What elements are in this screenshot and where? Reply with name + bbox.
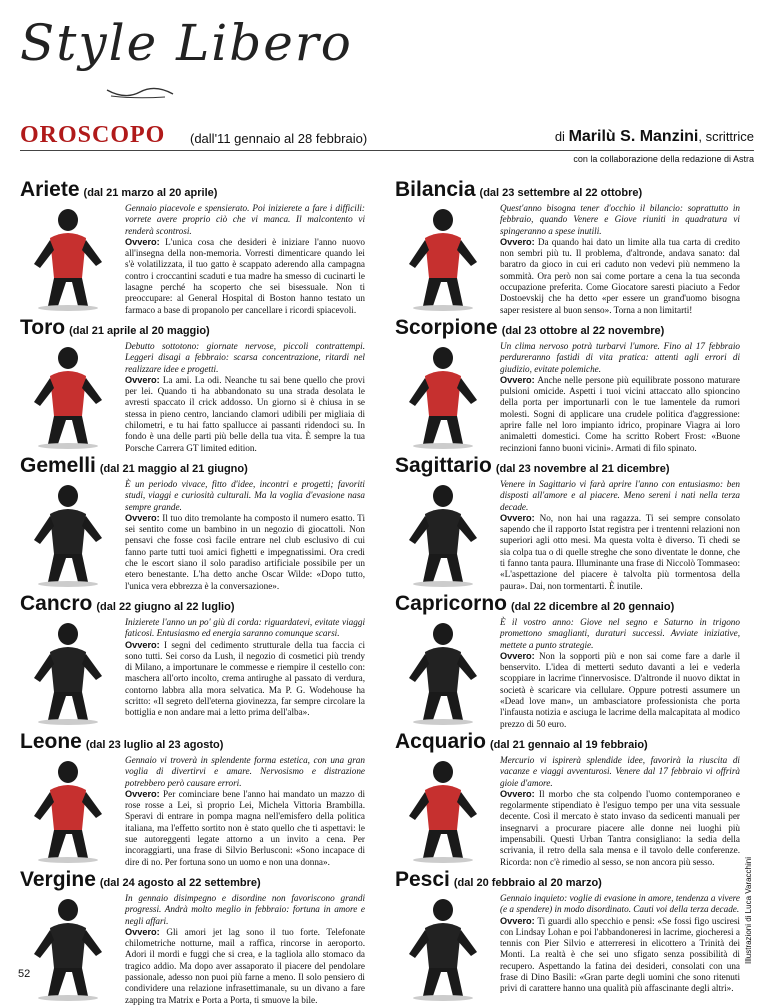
section-title: OROSCOPO <box>20 122 166 148</box>
author-name: Marilù S. Manzini <box>568 128 699 145</box>
sign-text <box>125 617 365 719</box>
sign-intro: È il vostro anno: Giove nel segno e Saturno in trigono promettono smaglianti, duraturi successi. Avviate iniziative, mettete a punto strategie. <box>500 617 740 650</box>
sign-block-leone <box>20 730 365 868</box>
sign-text <box>500 341 740 454</box>
sign-date-range: (dal 21 gennaio al 19 febbraio) <box>490 739 648 751</box>
sign-name: Sagittario <box>395 454 492 477</box>
lion-figure-icon <box>20 752 116 864</box>
ovvero-label: Ovvero: <box>500 512 535 523</box>
crab-figure-icon <box>20 614 116 726</box>
sign-body: No, non hai una ragazza. Ti sei sempre consolato sapendo che il rapporto Istat registra per i trentenni relazioni non superiori agli otto mesi. Ma questa volta è diverso. Ti chedi se sia colpa tua o di quelle streghe che sono diventate le donne, che ti fanno tanta paura. Illuminante una frase di Niccolò Tommaseo: «L'aspettazione del piacere è talvolta più tormentosa della paura». Dai, non tormentarti. È inutile. <box>500 512 741 591</box>
sign-block-sagittario <box>395 454 740 592</box>
sign-body: Ti guardi allo specchio e pensi: «Se fossi figo usciresi con Lindsay Lohan e poi l'abbandoneresi in lacrime, giocheresi a tennis con Pier Silvio e atterreresi in elicottero a Trinità dei Monti. La realtà è che sei uno sfigato senza possibilità di recupero. Aspettando la fatina dei desideri, consolati con una frase di Dino Basili: «Gran parte degli uomini che sono ritenuti privi di carattere hanno una qualità più affascinante degli altri». <box>500 915 740 994</box>
sign-heading <box>20 868 365 892</box>
sign-heading <box>395 454 740 478</box>
ovvero-label: Ovvero: <box>500 236 535 247</box>
illustration-credit: Illustrazioni di Luca Varacchini <box>744 856 753 964</box>
sign-body: Anche nelle persone più equilibrate possono maturare pulsioni omicide. Aspetti i tuoi vicini attaccato allo spioncino della porta per importunarli con le tue lamentele da rumori molesti. Sogni di applicare una crudele politica d'aggressione: aprire falle nel loro impianto idrico, propinare Viagra ai loro animaletti domestici. Come ha scritto Robert Frost: «Buone recinzioni fanno buoni vicini». Armati di filo spinato. <box>500 374 740 453</box>
ovvero-label: Ovvero: <box>125 926 160 937</box>
sign-date-range: (dal 22 dicembre al 20 gennaio) <box>511 601 675 613</box>
fish-figure-icon <box>395 890 491 1002</box>
sign-date-range: (dal 21 marzo al 20 aprile) <box>83 187 218 199</box>
sign-body: Gli amori jet lag sono il tuo forte. Telefonate chilometriche notturne, mail a raffica, rincorse in aeroporto. Adori il mordi e fuggi che si crea, e la tagliola allo stomaco da tragico addio. Ma dopo aver assaporato il piacere del pendolare passionale, adesso non puoi più farne a meno. Il solo pensiero di condividere una relazione infrasettimanale, su un divano a fare zapping tra Matrix e Porta a Porta, ti smuove la bile. <box>125 926 366 1005</box>
sign-block-cancro <box>20 592 365 730</box>
sign-intro: Debutto sottotono: giornate nervose, piccoli contrattempi. Leggeri disagi a febbraio: scarsa concentrazione, ritardi nel realizzare idee e progetti. <box>125 341 365 374</box>
sign-text <box>500 617 740 730</box>
sign-intro: Inizierete l'anno un po' giù di corda: riguardatevi, evitate viaggi faticosi. Entusiasmo ed energia saranno comunque scarsi. <box>125 617 365 639</box>
sign-block-pesci <box>395 868 740 1006</box>
author-line <box>555 128 754 146</box>
sign-heading <box>20 592 365 616</box>
sign-block-ariete <box>20 178 365 316</box>
scales-figure-icon <box>395 200 491 312</box>
sign-body: Il tuo dito tremolante ha composto il numero esatto. Ti sei sentito come un bambino in un negozio di giocattoli. Non pensavi che fosse così facile entrare nel club esclusivo di cui fanno parte tutti tuoi amici fighetti e impegnatissimi. Ora credi che le escort siano il solo paradiso artificiale possibile per un etero benestante. L'ha detto anche Oscar Wilde: «Dopo tutto, l'unica vera ebbrezza è la conversazione». <box>125 512 366 591</box>
ovvero-label: Ovvero: <box>125 374 160 385</box>
sign-date-range: (dal 23 luglio al 23 agosto) <box>85 739 224 751</box>
sign-date-range: (dal 22 giugno al 22 luglio) <box>96 601 235 613</box>
sign-date-range: (dal 24 agosto al 22 settembre) <box>99 877 261 889</box>
script-title: Style Libero <box>20 14 353 72</box>
ovvero-label: Ovvero: <box>125 639 160 650</box>
collaboration-note: con la collaborazione della redazione di Astra <box>573 154 754 164</box>
sign-text <box>125 203 365 316</box>
sign-name: Ariete <box>20 178 80 201</box>
sign-intro: Quest'anno bisogna tener d'occhio il bilancio: soprattutto in febbraio, quando Venere e Giove riuniti in quadratura vi spingeranno a spese inutili. <box>500 203 740 236</box>
sign-body: Per cominciare bene l'anno hai mandato un mazzo di rose rosse a Lei, sì proprio Lei, Michela Vittoria Brambilla. Speravi di entrare in pompa magna nell'emisfero della politica italiana, ma l'effetto sortito non è stato quello che ti aspettavi: le sue autoreggenti legate attorno a un invito a cena. Per incoraggiarti, una frase di Silvio Berlusconi: «Sono incapace di dire di no. Per fortuna sono un uomo e non una donna». <box>125 788 365 867</box>
author-prefix: di <box>554 129 565 144</box>
ovvero-label: Ovvero: <box>500 915 535 926</box>
scorpion-figure-icon <box>395 338 491 450</box>
aquarius-figure-icon <box>395 752 491 864</box>
right-column <box>395 178 740 1006</box>
sign-heading <box>395 730 740 754</box>
sign-name: Toro <box>20 316 66 339</box>
sign-intro: Un clima nervoso potrà turbarvi l'umore. Fino al 17 febbraio perdureranno fastidi di vita pratica: attenti agli errori di giudizio, evitate polemiche. <box>500 341 740 374</box>
sign-block-toro <box>20 316 365 454</box>
sign-name: Pesci <box>395 868 450 891</box>
sign-text <box>125 341 365 454</box>
sign-body: Da quando hai dato un limite alla tua carta di credito non sembri più tu. Il problema, d'altronde, andava sanato: dal baratro da gioco in cui eri caduto non vedevi più nemmeno la sommità. Ora però non sai come portare a cena la tua seconda occupazione preferita. Come Giocatore saresti piaciuto a Fedor Dostoevskij che ha detto «per essere un grand'uomo bisogna saper resistere al buon senso». Torna a non limitarti! <box>500 236 740 315</box>
sign-date-range: (dal 21 maggio al 21 giugno) <box>99 463 248 475</box>
sign-block-vergine <box>20 868 365 1006</box>
ram-figure-icon <box>20 200 116 312</box>
sign-text <box>125 479 365 592</box>
sign-text <box>500 479 740 592</box>
sign-block-scorpione <box>395 316 740 454</box>
sign-intro: Gennaio inquieto: voglie di evasione in amore, tendenza a vivere (e a spendere) in modo disordinato. Cauti voi della terza decade. <box>500 893 740 915</box>
sign-intro: In gennaio disimpegno e disordine non favoriscono grandi progressi. Andrà molto meglio in febbraio: fortuna in amore e negli affari. <box>125 893 365 926</box>
sign-block-acquario <box>395 730 740 868</box>
sign-text <box>500 203 740 316</box>
page-number: 52 <box>18 968 31 980</box>
sign-intro: Mercurio vi ispirerà splendide idee, favorirà la riuscita di vacanze e viaggi avventurosi. Venere dal 17 febbraio vi offrirà gioie d'amore. <box>500 755 740 788</box>
header-rule <box>20 150 754 151</box>
sign-body: L'unica cosa che desideri è iniziare l'anno nuovo all'insegna della non-memoria. Vorresti dimenticare quando lei s'è volatilizzata, il tuo gatto è scappato aderendo alla campagna contro i croccantini scaduti e tua madre ha smesso di cucinarti le lasagne perché ha scoperto che sei bisessuale. Non ti preoccupare: al General Hospital di Boston hanno testato un farmaco a base di propanolo per cancellare i ricordi spiacevoli. <box>125 236 366 315</box>
sign-intro: È un periodo vivace, fitto d'idee, incontri e progetti; favoriti studi, viaggi e curiosità culturali. Ma la voglia d'evasione nasa sempre grande. <box>125 479 365 512</box>
sign-date-range: (dal 23 novembre al 21 dicembre) <box>495 463 670 475</box>
sign-intro: Gennaio vi troverà in splendente forma estetica, con una gran voglia di divertirvi e amare. Nervosismo e distrazione potrebbero però causare errori. <box>125 755 365 788</box>
sign-text <box>125 893 365 1006</box>
sign-heading <box>20 730 365 754</box>
sign-body: Non la sopporti più e non sai come fare a darle il benservito. L'idea di metterti seduto davanti a lei e vederla scoppiare in lacrime t'innervosisce. D'altronde il nuovo diktat in società è scaricare via cellulare. Oppure potresti assumere un «Dead love man», un ambasciatore professionista che porta l'infausta notizia e asciuga le lacrime della malcapitata al modico prezzo di 50 euro. <box>500 650 740 729</box>
sign-text <box>500 755 740 868</box>
sign-name: Scorpione <box>395 316 498 339</box>
archer-figure-icon <box>395 476 491 588</box>
bull-figure-icon <box>20 338 116 450</box>
ovvero-label: Ovvero: <box>125 512 160 523</box>
twins-figure-icon <box>20 476 116 588</box>
sign-name: Vergine <box>20 868 96 891</box>
title-swash-ornament <box>105 86 175 100</box>
sign-block-capricorno <box>395 592 740 730</box>
author-role: , scrittrice <box>698 129 754 144</box>
sign-block-gemelli <box>20 454 365 592</box>
ovvero-label: Ovvero: <box>500 374 535 385</box>
sign-name: Acquario <box>395 730 487 753</box>
sign-date-range: (dal 20 febbraio al 20 marzo) <box>453 877 602 889</box>
ovvero-label: Ovvero: <box>500 650 535 661</box>
sign-name: Cancro <box>20 592 93 615</box>
sign-heading <box>20 178 365 202</box>
ovvero-label: Ovvero: <box>125 236 160 247</box>
sign-intro: Venere in Sagittario vi farà aprire l'anno con entusiasmo: ben disposti all'amore e al piacere. Meno sereni i nati nella terza decade. <box>500 479 740 512</box>
virgo-figure-icon <box>20 890 116 1002</box>
sign-date-range: (dal 23 settembre al 22 ottobre) <box>479 187 643 199</box>
sign-block-bilancia <box>395 178 740 316</box>
sign-heading <box>395 592 740 616</box>
sign-body: La ami. La odi. Neanche tu sai bene quello che provi per lei. Quando ti ha abbandonato su una strada desolata le avresti spaccato il crick addosso. Un giorno si è chiusa in se stessa in pieno centro, lanciando clamori udibili per migliaia di chilometri, e tu hai fatto spallucce ai passanti ridendoci su. In fondo è una delle parti più belle della tua vita. È sempre la tua Porsche Carrera GT limited edition. <box>125 374 365 453</box>
sign-text <box>500 893 740 995</box>
sign-date-range: (dal 21 aprile al 20 maggio) <box>69 325 210 337</box>
ovvero-label: Ovvero: <box>500 788 535 799</box>
sign-body: I segni del cedimento strutturale della tua faccia ci sono tutti. Sei corso da Lush, il negozio di cosmetici più trendy di Milano, a importunare le commesse e riempire il cestello con: maschera all'orto incolto, crema antirughe al passato di verdura, contorno labbra alla mora selvatica. Ma P. G. Wodehouse ha scritto: «Il segreto dell'eterna giovinezza, far sempre circolare la bottiglia e non andare mai a letto prima dell'alba». <box>125 639 366 718</box>
sign-heading <box>20 316 365 340</box>
left-column <box>20 178 365 1006</box>
sign-name: Gemelli <box>20 454 96 477</box>
section-dates: (dall'11 gennaio al 28 febbraio) <box>190 131 368 146</box>
sign-heading <box>395 316 740 340</box>
sign-body: Il morbo che sta colpendo l'uomo contemporaneo e regolarmente stipendiato è l'esiguo tempo per una vita sessuale decente. Così il mercato è stato invaso da sedicenti manuali per insegnarvi a procurare piacere alle donne nei luoghi più impensabili. Questi Urban Tantra consigliano: la sedia della scrivania, il retro della sala mensa e il tavolo delle conferenze. Ricorda: non c'è rimedio al sesso, se non ancora più sesso. <box>500 788 741 867</box>
sign-heading <box>395 868 740 892</box>
capricorn-figure-icon <box>395 614 491 726</box>
sign-heading <box>395 178 740 202</box>
sign-heading <box>20 454 365 478</box>
sign-text <box>125 755 365 868</box>
sign-intro: Gennaio piacevole e spensierato. Poi inizierete a fare i difficili: vorrete avere proprio ciò che vi manca. Il malcontento vi renderà scontrosi. <box>125 203 365 236</box>
sign-date-range: (dal 23 ottobre al 22 novembre) <box>501 325 665 337</box>
sign-name: Leone <box>20 730 82 753</box>
sign-name: Capricorno <box>395 592 508 615</box>
sign-name: Bilancia <box>395 178 476 201</box>
ovvero-label: Ovvero: <box>125 788 160 799</box>
